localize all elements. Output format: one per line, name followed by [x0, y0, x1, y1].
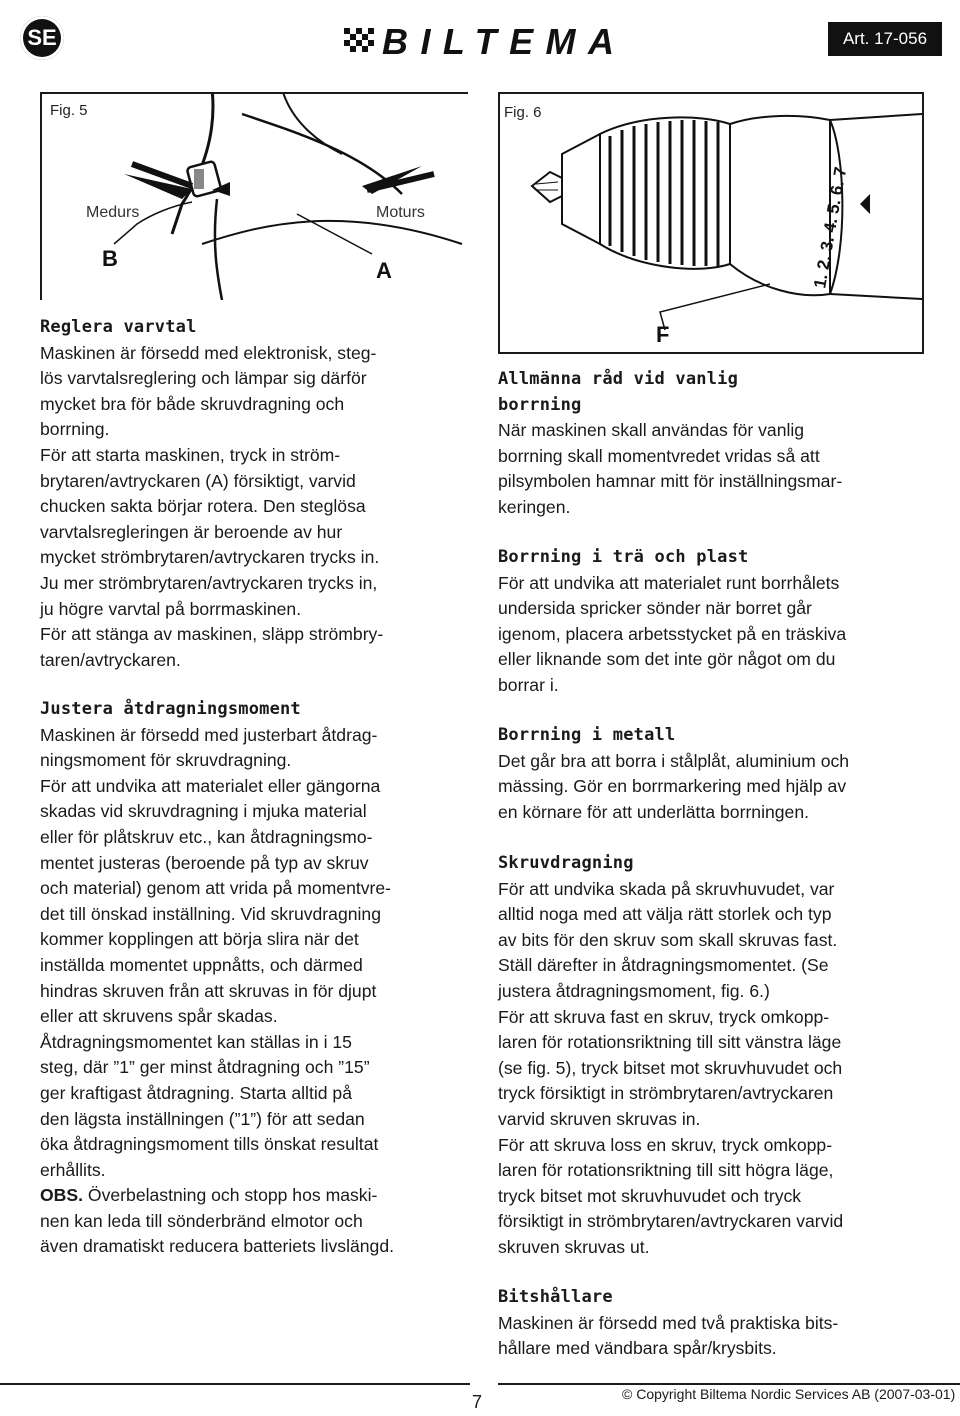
text-line: mässing. Gör en borrmarkering med hjälp av — [498, 776, 847, 797]
language-badge: SE — [20, 16, 64, 60]
text-line: tryck bitset mot skruvhuvudet och tryck — [498, 1185, 802, 1206]
text-line: öka åtdragningsmoment tills önskat resultat — [40, 1134, 379, 1155]
footer-rule-right — [498, 1383, 960, 1385]
section-metal — [498, 723, 849, 825]
text-line: mycket bra för både skruvdragning och — [40, 393, 345, 414]
brand-name: BILTEMA — [382, 21, 614, 62]
text-line: kommer kopplingen att börja slira när det — [40, 929, 359, 950]
footer-rule-left — [0, 1383, 470, 1385]
text-line: Åtdragningsmomentet kan ställas in i 15 — [40, 1031, 352, 1052]
section-torque — [40, 697, 394, 1260]
article-number-badge: Art. 17-056 — [828, 22, 942, 56]
text-line: brytaren/avtryckaren (A) försiktigt, varvid — [40, 470, 356, 491]
section-bit-holder — [498, 1285, 838, 1362]
text-line: pilsymbolen hamnar mitt för inställningsmar- — [498, 471, 843, 492]
text-line: Ju mer strömbrytaren/avtryckaren trycks in, — [40, 572, 378, 593]
text-line: När maskinen skall användas för vanlig — [498, 420, 805, 441]
text-line: inställda momentet uppnåtts, och därmed — [40, 954, 363, 975]
text-line: alltid noga med att välja rätt storlek och typ — [498, 904, 832, 925]
checker-mark — [344, 28, 374, 52]
section-speed-control — [40, 315, 383, 673]
text-line: Maskinen är försedd med två praktiska bits- — [498, 1312, 839, 1333]
text-line: För att skruva fast en skruv, tryck omkopp- — [498, 1006, 830, 1027]
text-line: eller för plåtskruv etc., kan åtdragningsmo- — [40, 826, 373, 847]
text-line: och material) genom att vrida på momentvre- — [40, 878, 392, 899]
text-line: Maskinen är försedd med elektronisk, steg- — [40, 342, 377, 363]
bit-holder-heading: Bitshållare — [498, 1287, 613, 1307]
text-line: För att skruva loss en skruv, tryck omkopp- — [498, 1134, 833, 1155]
text-line: hållare med vändbara spår/krysbits. — [498, 1338, 777, 1359]
text-line: även dramatiskt reducera batteriets livslängd. — [40, 1236, 395, 1257]
obs-label: OBS. — [40, 1185, 84, 1206]
obs-line — [40, 1183, 394, 1209]
torque-scale: 1. 2. 3. 4. 5. 6. 7 — [810, 165, 851, 290]
wood-heading: Borrning i trä och plast — [498, 547, 749, 567]
text-line: Det går bra att borra i stålplåt, aluminium och — [498, 750, 850, 771]
text-line: borrning. — [40, 419, 110, 440]
brand-logo — [342, 18, 622, 62]
text-line: erhållits. — [40, 1159, 106, 1180]
figure-6-label: Fig. 6 — [504, 104, 542, 121]
text-line: taren/avtryckaren. — [40, 649, 181, 670]
text-line: skadas vid skruvdragning i mjuka material — [40, 801, 367, 822]
counterclockwise-label: Moturs — [376, 204, 425, 221]
text-line: För att stänga av maskinen, släpp strömbry- — [40, 624, 384, 645]
text-line: av bits för den skruv som skall skruvas fast. — [498, 929, 838, 950]
text-line: undersida spricker sönder när borret går — [498, 598, 812, 619]
text-line: mentet justeras (beroende på typ av skruv — [40, 852, 369, 873]
section-screwdriving — [498, 851, 843, 1261]
section-wood-plastic — [498, 545, 846, 699]
text-line: varvid skruven skruvas in. — [498, 1108, 701, 1129]
page-number: 7 — [472, 1392, 483, 1412]
text-line: lös varvtalsreglering och lämpar sig därför — [40, 368, 367, 389]
figure-6-panel — [498, 92, 924, 354]
text-line: laren för rotationsriktning till sitt vänstra läge — [498, 1032, 842, 1053]
speed-heading: Reglera varvtal — [40, 317, 197, 337]
text-line: eller att skruvens spår skadas. — [40, 1006, 278, 1027]
text-line: försiktigt in strömbrytaren/avtryckaren varvid — [498, 1211, 844, 1232]
screwdriving-heading: Skruvdragning — [498, 853, 634, 873]
text-line: den lägsta inställningen (”1”) för att sedan — [40, 1108, 365, 1129]
letter-b: B — [102, 246, 118, 271]
text-line: mycket strömbrytaren/avtryckaren trycks in. — [40, 547, 380, 568]
text-line: keringen. — [498, 496, 571, 517]
text-line: varvtalsregleringen är beroende av hur — [40, 521, 343, 542]
text-line: För att undvika att materialet eller gängorna — [40, 775, 381, 796]
text-line: justera åtdragningsmoment, fig. 6.) — [498, 980, 770, 1001]
text-line: För att undvika skada på skruvhuvudet, var — [498, 878, 835, 899]
left-arrow-icon — [124, 174, 192, 199]
text-line: Ställ därefter in åtdragningsmomentet. (Se — [498, 955, 829, 976]
text-line: tryck försiktigt in strömbrytaren/avtryckaren — [498, 1083, 834, 1104]
text-line: en körnare för att underlätta borrningen. — [498, 801, 810, 822]
chuck-illustration — [500, 94, 922, 352]
general-heading-line-1: Allmänna råd vid vanlig — [498, 369, 739, 389]
text-line: ger kraftigast åtdragning. Starta alltid på — [40, 1082, 352, 1103]
text-line: (se fig. 5), tryck bitset mot skruvhuvudet och — [498, 1057, 843, 1078]
text-line: För att starta maskinen, tryck in ström- — [40, 444, 341, 465]
text-line: steg, där ”1” ger minst åtdragning och ”15” — [40, 1057, 370, 1078]
obs-text: Överbelastning och stopp hos maski- — [83, 1185, 378, 1206]
text-line: ju högre varvtal på borrmaskinen. — [40, 598, 302, 619]
text-line: eller liknande som det inte gör något om du — [498, 649, 836, 670]
torque-heading: Justera åtdragningsmoment — [40, 699, 301, 719]
copyright-notice: © Copyright Biltema Nordic Services AB (2007-03-01) — [622, 1386, 956, 1402]
text-line: borrning skall momentvredet vridas så att — [498, 445, 820, 466]
text-line: det till önskad inställning. Vid skruvdragning — [40, 903, 381, 924]
clockwise-label: Medurs — [86, 204, 140, 221]
letter-a: A — [376, 258, 392, 283]
text-line: För att undvika att materialet runt borrhålets — [498, 572, 840, 593]
figure-5-label: Fig. 5 — [50, 102, 88, 119]
letter-f: F — [656, 322, 670, 347]
text-line: borrar i. — [498, 674, 559, 695]
text-line: ningsmoment för skruvdragning. — [40, 750, 292, 771]
text-line: nen kan leda till sönderbränd elmotor och — [40, 1210, 363, 1231]
pointer-arrow-icon — [860, 194, 870, 214]
metal-heading: Borrning i metall — [498, 725, 676, 745]
section-general-drilling — [498, 367, 842, 521]
text-line: laren för rotationsriktning till sitt högra läge, — [498, 1160, 834, 1181]
text-line: hindras skruven från att skruvas in för djupt — [40, 980, 377, 1001]
text-line: igenom, placera arbetsstycket på en träskiva — [498, 623, 847, 644]
figure-5-panel — [40, 92, 468, 300]
text-line: skruven skruvas ut. — [498, 1236, 650, 1257]
text-line: Maskinen är försedd med justerbart åtdrag- — [40, 724, 378, 745]
general-heading-line-2: borrning — [498, 394, 582, 415]
text-line: chucken sakta börjar rotera. Den steglösa — [40, 496, 366, 517]
